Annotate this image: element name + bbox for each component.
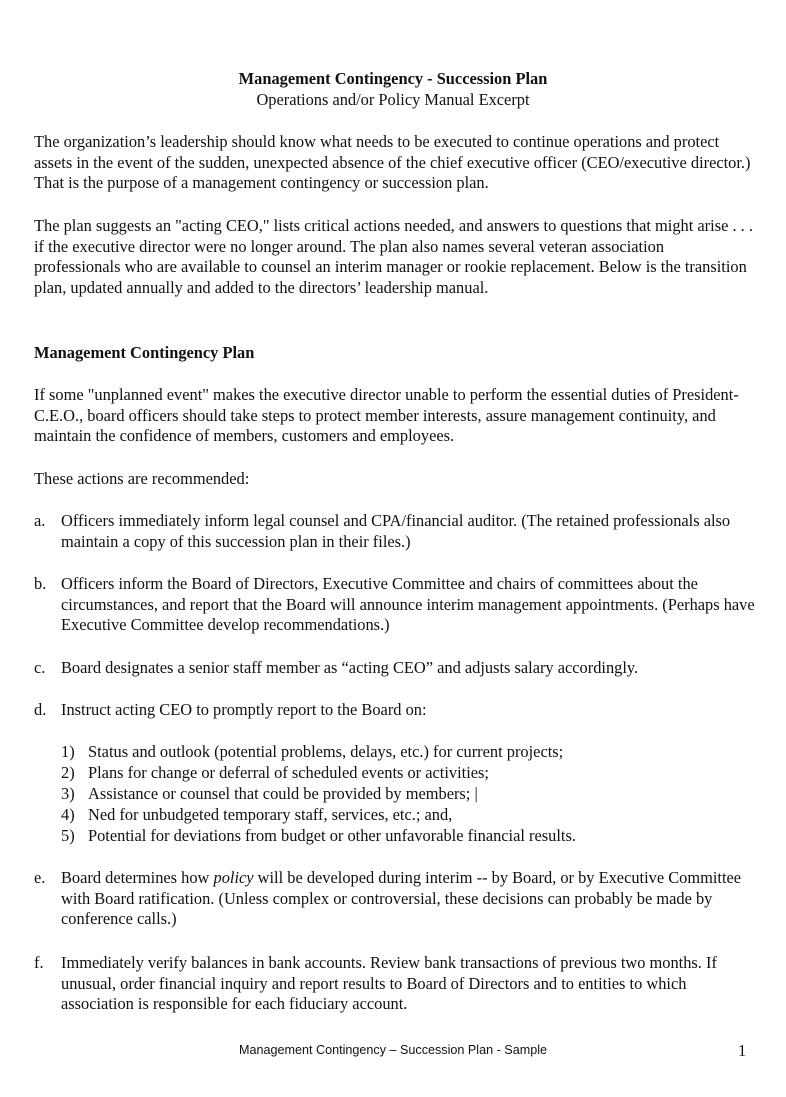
sublist-text: Plans for change or deferral of scheduled events or activities; (88, 763, 489, 782)
document-title: Management Contingency - Succession Plan (238, 69, 548, 88)
list-marker: b. (34, 574, 47, 593)
intro-paragraph-1: The organization’s leadership should know what needs to be executed to continue operations and protect assets in the event of the sudden, unexpected absence of the chief executive officer (CEO/executive director.) That is the purpose of a management contingency or succession plan. (34, 132, 751, 193)
list-marker: f. (34, 953, 44, 972)
list-item-text: Officers immediately inform legal counsel and CPA/financial auditor. (The retained professionals also maintain a copy of this succession plan in their files.) (61, 511, 731, 551)
list-item-text: Board designates a senior staff member as “acting CEO” and adjusts salary accordingly. (61, 658, 639, 677)
emphasized-word: policy (213, 868, 254, 887)
actions-lead: These actions are recommended: (34, 469, 250, 488)
list-item-text: Immediately verify balances in bank accounts. Review bank transactions of previous two months. If unusual, order financial inquiry and report results to Board of Directors and to entities to which association is responsible for each fiduciary account. (61, 953, 717, 1014)
list-marker: d. (34, 700, 47, 719)
intro-paragraph-2: The plan suggests an "acting CEO," lists critical actions needed, and answers to questions that might arise . . . if the executive director were no longer around. The plan also names several veteran association professionals who are available to counsel an interim manager or rookie replacement. Below is the transition plan, updated annually and added to the directors’ leadership manual. (34, 216, 753, 297)
sublist-number: 4) (61, 805, 75, 824)
list-marker: c. (34, 658, 46, 677)
list-item-text: Officers inform the Board of Directors, Executive Committee and chairs of committees about the circumstances, and report that the Board will announce interim management appointments. (Perhaps have Executive Committee develop recommendations.) (61, 574, 755, 635)
sublist-text: Status and outlook (potential problems, delays, etc.) for current projects; (88, 742, 564, 761)
sublist-text: Assistance or counsel that could be provided by members; | (88, 784, 478, 803)
page-footer: Management Contingency – Succession Plan - Sample (238, 1043, 548, 1057)
list-item-text (61, 868, 761, 930)
page-number: 1 (738, 1041, 747, 1060)
list-item-text: Instruct acting CEO to promptly report to the Board on: (61, 700, 427, 719)
list-item-text-after: will be developed during interim -- by Board, or by Executive Committee with Board ratification. (Unless complex or controversial, these decisions can probably be made by conference calls.) (61, 868, 742, 929)
document-subtitle: Operations and/or Policy Manual Excerpt (256, 90, 530, 109)
sublist-number: 1) (61, 742, 75, 761)
list-item-text-before: Board determines how (61, 868, 214, 887)
sublist-number: 5) (61, 826, 75, 845)
sublist-text: Potential for deviations from budget or other unfavorable financial results. (88, 826, 576, 845)
section-paragraph: If some "unplanned event" makes the executive director unable to perform the essential duties of President-C.E.O., board officers should take steps to protect member interests, assure management continuity, and maintain the confidence of members, customers and employees. (34, 385, 739, 446)
sublist-text: Ned for unbudgeted temporary staff, services, etc.; and, (88, 805, 453, 824)
list-marker: a. (34, 511, 46, 530)
list-marker: e. (34, 868, 46, 887)
sublist-number: 2) (61, 763, 75, 782)
section-heading: Management Contingency Plan (34, 343, 255, 362)
sublist-number: 3) (61, 784, 75, 803)
